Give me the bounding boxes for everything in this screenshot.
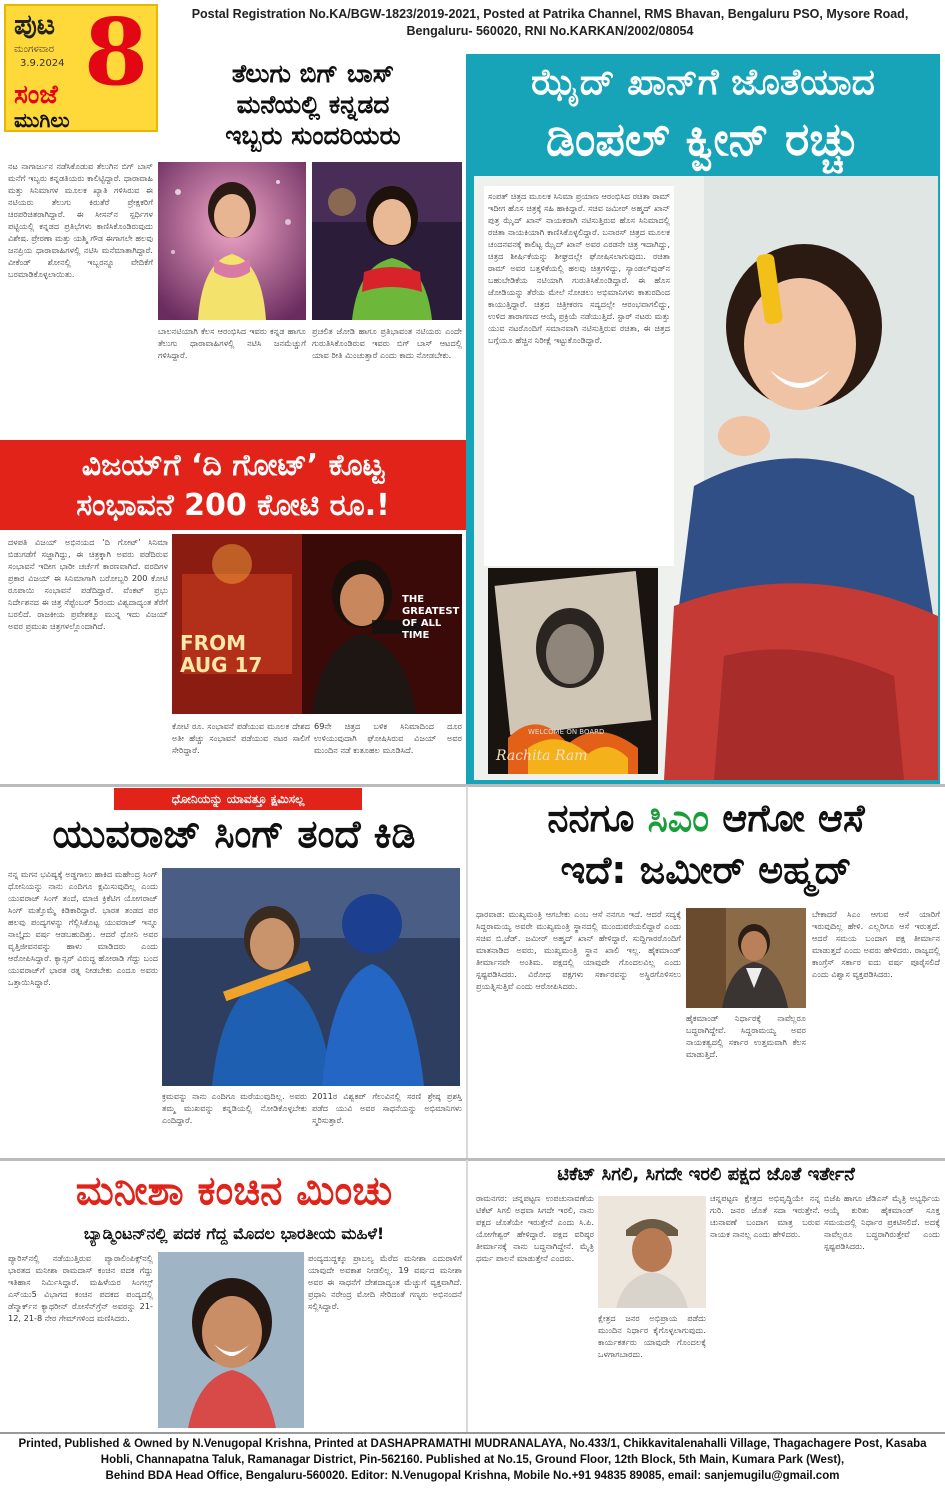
ticket-body-col3: ಚನ್ನಪಟ್ಟಣ ಕ್ಷೇತ್ರದ ಅಭಿವೃದ್ಧಿಯೇ ನನ್ನ ಗುರಿ. ಜನರ ಜೊತೆ ಸದಾ ಇರುತ್ತೇನೆ. ಚುನಾವಣೆ ಬಂದಾಗ ಮಾತ್ರ ಬರುವ ನಾಯಕ ನಾನಲ್ಲ ಎಂದು ಹೇಳಿದರು. xyxy=(710,1193,820,1239)
yuvraj-dhoni-photo xyxy=(162,868,460,1086)
zameer-body-col2: ಹೈಕಮಾಂಡ್ ನಿರ್ಧಾರಕ್ಕೆ ನಾವೆಲ್ಲರೂ ಬದ್ಧರಾಗಿದ್ದೇವೆ. ಸಿದ್ದರಾಮಯ್ಯ ಅವರ ನಾಯಕತ್ವದಲ್ಲಿ ಸರ್ಕಾರ ಉತ್ತಮವಾಗಿ ಕೆಲಸ ಮಾಡುತ್ತಿದೆ. xyxy=(686,1013,806,1059)
goat-headline-2: ಸಂಭಾವನೆ 200 ಕೋಟಿ ರೂ.! xyxy=(76,488,390,523)
imprint-line-1: Printed, Published & Owned by N.Venugopal Krishna, Printed at DASHAPRAMATHI MUDRANALAYA, No.433/1, Chikkavitalenahalli Village, Thagachagere Post, Kasaba xyxy=(18,1438,927,1450)
goat-poster-date: FROM AUG 17 xyxy=(180,631,263,677)
zameer-headline-part-b: ಸಿಎಂ xyxy=(647,796,710,840)
imprint-divider xyxy=(0,1432,945,1434)
poster-signature: Rachita Ram xyxy=(496,748,588,764)
page-number: 8 xyxy=(84,0,149,106)
section-divider xyxy=(0,784,945,787)
actress-photo-1 xyxy=(158,162,306,320)
goat-poster xyxy=(172,534,462,714)
zameer-headline-2: ಇದೆ: ಜಮೀರ್ ಅಹ್ಮದ್ xyxy=(560,848,852,892)
goat-body-col1: ದಳಪತಿ ವಿಜಯ್ ಅಭಿನಯದ ‘ದಿ ಗೋಟ್’ ಸಿನಿಮಾ ಬಿಡುಗಡೆಗೆ ಸಜ್ಜಾಗಿದ್ದು, ಈ ಚಿತ್ರಕ್ಕಾಗಿ ಅವರು ಪಡೆದಿರುವ ಸಂಭಾವನೆ ಇದೀಗ ಭಾರೀ ಚರ್ಚೆಗೆ ಕಾರಣವಾಗಿದೆ. ವರದಿಗಳ ಪ್ರಕಾರ ವಿಜಯ್ ಈ ಸಿನಿಮಾಗಾಗಿ ಬರೋಬ್ಬರಿ 200 ಕೋಟಿ ರೂಪಾಯಿ ಸಂಭಾವನೆ ಪಡೆದಿದ್ದಾರೆ. ವೆಂಕಟ್ ಪ್ರಭು ನಿರ್ದೇಶನದ ಈ ಚಿತ್ರ ಸೆಪ್ಟೆಂಬರ್ 5ರಂದು ವಿಶ್ವದಾದ್ಯಂತ ತೆರೆಗೆ ಬರಲಿದೆ. ರಾಜಕೀಯ ಪ್ರವೇಶಕ್ಕೂ ಮುನ್ನ ಇದು ವಿಜಯ್ ಅವರ ಪ್ರಮುಖ ಚಿತ್ರಗಳಲ್ಲೊಂದಾಗಿದೆ. xyxy=(8,537,168,631)
zameer-headline-part-a: ನನಗೂ xyxy=(547,796,635,840)
yuvraj-body-col2: ಕ್ರಮವನ್ನು ನಾನು ಎಂದಿಗೂ ಮರೆಯುವುದಿಲ್ಲ. ಅವರು ತಮ್ಮ ಮುಖವನ್ನು ಕನ್ನಡಿಯಲ್ಲಿ ನೋಡಿಕೊಳ್ಳಬೇಕು ಎಂದಿದ್ದಾರೆ. xyxy=(162,1091,307,1125)
yuvraj-headline: ಯುವರಾಜ್ ಸಿಂಗ್ ತಂದೆ ಕಿಡಿ xyxy=(52,812,416,856)
manisha-body-col1: ಪ್ಯಾರಿಸ್‌ನಲ್ಲಿ ನಡೆಯುತ್ತಿರುವ ಪ್ಯಾರಾಲಿಂಪಿಕ್ಸ್‌ನಲ್ಲಿ ಭಾರತದ ಮನೀಶಾ ರಾಮದಾಸ್ ಕಂಚಿನ ಪದಕ ಗೆದ್ದು ಇತಿಹಾಸ ನಿರ್ಮಿಸಿದ್ದಾರೆ. ಮಹಿಳೆಯರ ಸಿಂಗಲ್ಸ್ ಎಸ್‌ಯು5 ವಿಭಾಗದ ಕಂಚಿನ ಪದಕದ ಪಂದ್ಯದಲ್ಲಿ ಡೆನ್ಮಾರ್ಕ್‌ನ ಕ್ಯಾಥರೀನ್ ರೋಸೆನ್‌ಗ್ರೆನ್ ಅವರನ್ನು 21-12, 21-8 ನೇರ ಗೇಮ್‌ಗಳಿಂದ ಮಣಿಸಿದರು. xyxy=(8,1253,153,1323)
page-badge xyxy=(4,0,158,132)
rachita-headline-2: ಡಿಂಪಲ್ ಕ್ವೀನ್ ರಚ್ಚು xyxy=(545,112,860,166)
telugu-body-col1: ನಟ ನಾಗಾರ್ಜುನ ನಡೆಸಿಕೊಡುವ ತೆಲುಗಿನ ಬಿಗ್ ಬಾಸ್ ಮನೆಗೆ ಇಬ್ಬರು ಕನ್ನಡತಿಯರು ಕಾಲಿಟ್ಟಿದ್ದಾರೆ. ಧಾರಾವಾಹಿ ಮತ್ತು ಸಿನಿಮಾಗಳ ಮೂಲಕ ಖ್ಯಾತಿ ಗಳಿಸಿರುವ ಈ ನಟಿಯರು ತೆಲುಗು ಕಿರುತೆರೆ ಪ್ರೇಕ್ಷಕರಿಗೆ ಚಿರಪರಿಚಿತರಾಗಿದ್ದಾರೆ. ಈ ಸೀಸನ್‌ನ ಸ್ಪರ್ಧಿಗಳ ಪಟ್ಟಿಯಲ್ಲಿ ಕನ್ನಡದ ಪ್ರತಿಭೆಗಳು ಕಾಣಿಸಿಕೊಂಡಿರುವುದು ವಿಶೇಷ. ಪ್ರೇರಣಾ ಮತ್ತು ಯಶ್ಮಿ ಗೌಡ ಈಗಾಗಲೇ ಹಲವು ಜನಪ್ರಿಯ ಧಾರಾವಾಹಿಗಳಲ್ಲಿ ನಟಿಸಿ ಮನೆಮಾತಾಗಿದ್ದಾರೆ. ವೀಕೆಂಡ್ ಶೋನಲ್ಲಿ ಇಬ್ಬರನ್ನೂ ವೇದಿಕೆಗೆ ಬರಮಾಡಿಕೊಳ್ಳಲಾಯಿತು. xyxy=(8,161,153,279)
imprint-line-2: Hobli, Channapatna Taluk, Ramanagar District, Pin-562160. Published at No.15, Ground Floor, 12th Block, 5th Main, Kumara Park (West), xyxy=(100,1454,845,1466)
column-divider-2 xyxy=(466,1160,468,1432)
zameer-body-col1: ಧಾರವಾಡ: ಮುಖ್ಯಮಂತ್ರಿ ಆಗಬೇಕು ಎಂಬ ಆಸೆ ನನಗೂ ಇದೆ. ಆದರೆ ಸದ್ಯಕ್ಕೆ ಸಿದ್ದರಾಮಯ್ಯ ಅವರೇ ಮುಖ್ಯಮಂತ್ರಿ ಸ್ಥಾನದಲ್ಲಿ ಮುಂದುವರೆಯಲಿದ್ದಾರೆ ಎಂದು ಸಚಿವ ಬಿ.ಜೆಡ್. ಜಮೀರ್ ಅಹ್ಮದ್ ಖಾನ್ ಹೇಳಿದ್ದಾರೆ. ಸುದ್ದಿಗಾರರೊಂದಿಗೆ ಮಾತನಾಡಿದ ಅವರು, ಮುಖ್ಯಮಂತ್ರಿ ಸ್ಥಾನ ಖಾಲಿ ಇಲ್ಲ. ಹೈಕಮಾಂಡ್ ತೀರ್ಮಾನವೇ ಅಂತಿಮ. ಪಕ್ಷದಲ್ಲಿ ಯಾವುದೇ ಗೊಂದಲವಿಲ್ಲ ಎಂದು ಸ್ಪಷ್ಟಪಡಿಸಿದರು. ವಿರೋಧ ಪಕ್ಷಗಳು ಸರ್ಕಾರವನ್ನು ಅಸ್ಥಿರಗೊಳಿಸಲು ಪ್ರಯತ್ನಿಸುತ್ತಿವೆ ಎಂದು ಆರೋಪಿಸಿದರು. xyxy=(476,909,681,991)
brand-name-line1: ಸಂಜೆ xyxy=(14,80,58,110)
imprint-line-3: Behind BDA Head Office, Bengaluru-560020. Editor: N.Venugopal Krishna, Mobile No.+91 94835 89085, email: sanjemugilu@gmail.com xyxy=(105,1470,840,1482)
ticket-body-col4: ಬಿಜೆಪಿ ಹಾಗೂ ಜೆಡಿಎಸ್ ಮೈತ್ರಿ ಅಭ್ಯರ್ಥಿಯ ಆಯ್ಕೆ ಕುರಿತು ಹೈಕಮಾಂಡ್ ಸೂಕ್ತ ಸಮಯದಲ್ಲಿ ನಿರ್ಧಾರ ಪ್ರಕಟಿಸಲಿದೆ. ಅದಕ್ಕೆ ನಾವೆಲ್ಲರೂ ಬದ್ಧರಾಗಿರುತ್ತೇವೆ ಎಂದು ಸ್ಪಷ್ಟಪಡಿಸಿದರು. xyxy=(824,1193,940,1251)
ticket-body-col1: ರಾಮನಗರ: ಚನ್ನಪಟ್ಟಣ ಉಪಚುನಾವಣೆಯ ಟಿಕೆಟ್ ಸಿಗಲಿ ಅಥವಾ ಸಿಗದೇ ಇರಲಿ, ನಾನು ಪಕ್ಷದ ಜೊತೆಯೇ ಇರುತ್ತೇನೆ ಎಂದು ಸಿ.ಪಿ. ಯೋಗೇಶ್ವರ್ ಹೇಳಿದ್ದಾರೆ. ಪಕ್ಷದ ವರಿಷ್ಠರ ತೀರ್ಮಾನಕ್ಕೆ ನಾನು ಬದ್ಧನಾಗಿದ್ದೇನೆ. ಮೈತ್ರಿ ಧರ್ಮ ಪಾಲನೆ ಮಾಡುತ್ತೇನೆ ಎಂದರು. xyxy=(476,1193,594,1263)
yuvraj-body-col1: ನನ್ನ ಮಗನ ಭವಿಷ್ಯಕ್ಕೆ ಅಡ್ಡಗಾಲು ಹಾಕಿದ ಮಹೇಂದ್ರ ಸಿಂಗ್ ಧೋನಿಯನ್ನು ನಾನು ಎಂದಿಗೂ ಕ್ಷಮಿಸುವುದಿಲ್ಲ ಎಂದು ಯುವರಾಜ್ ಸಿಂಗ್ ತಂದೆ, ಮಾಜಿ ಕ್ರಿಕೆಟಿಗ ಯೋಗರಾಜ್ ಸಿಂಗ್ ಮತ್ತೊಮ್ಮೆ ಕಿಡಿಕಾರಿದ್ದಾರೆ. ಭಾರತ ತಂಡದ ಪರ ಹಲವು ಪಂದ್ಯಗಳನ್ನು ಗೆಲ್ಲಿಸಿಕೊಟ್ಟ ಯುವರಾಜ್ ಇನ್ನೂ ನಾಲ್ಕೈದು ವರ್ಷ ಆಡಬಹುದಿತ್ತು. ಆದರೆ ಧೋನಿ ಅವರ ವೃತ್ತಿಜೀವನವನ್ನು ಹಾಳು ಮಾಡಿದರು ಎಂದು ಆರೋಪಿಸಿದ್ದಾರೆ. ಕ್ಯಾನ್ಸರ್ ವಿರುದ್ಧ ಹೋರಾಡಿ ಗೆದ್ದು ಬಂದ ಯುವರಾಜ್‌ಗೆ ಭಾರತ ರತ್ನ ನೀಡಬೇಕು ಎಂದೂ ಅವರು ಒತ್ತಾಯಿಸಿದ್ದಾರೆ. xyxy=(8,869,158,987)
goat-headline-band xyxy=(0,440,466,530)
telugu-headline-2: ಮನೆಯಲ್ಲಿ ಕನ್ನಡದ xyxy=(236,90,390,119)
postal-line-2: Bengaluru- 560020, RNI No.KARKAN/2002/08054 xyxy=(406,24,694,38)
brand-name-line2: ಮುಗಿಲು xyxy=(14,108,70,132)
goat-body-col2: ಕೋಟಿ ರೂ. ಸಂಭಾವನೆ ಪಡೆಯುವ ಮೂಲಕ ದೇಶದ ಅತೀ ಹೆಚ್ಚು ಸಂಭಾವನೆ ಪಡೆಯುವ ನಟರ ಸಾಲಿಗೆ ಸೇರಿದ್ದಾರೆ. xyxy=(172,721,310,755)
telugu-body-col3: ಪ್ರಚಲಿತ ಜೋಡಿ ಹಾಗೂ ಪ್ರತಿಭಾವಂತ ನಟಿಯರು ಎಂದೇ ಗುರುತಿಸಿಕೊಂಡಿರುವ ಇವರು ಬಿಗ್ ಬಾಸ್ ಆಟದಲ್ಲಿ ಯಾವ ರೀತಿ ಮಿಂಚುತ್ತಾರೆ ಎಂದು ಕಾದು ನೋಡಬೇಕು. xyxy=(312,326,462,360)
telugu-headline-1: ತೆಲುಗು ಬಿಗ್ ಬಾಸ್ xyxy=(231,59,395,88)
telugu-body-col2: ಬಾಲನಟಿಯಾಗಿ ಕೆಲಸ ಆರಂಭಿಸಿದ ಇವರು ಕನ್ನಡ ಹಾಗೂ ತೆಲುಗು ಧಾರಾವಾಹಿಗಳಲ್ಲಿ ನಟಿಸಿ ಜನಮೆಚ್ಚುಗೆ ಗಳಿಸಿದ್ದಾರೆ. xyxy=(158,326,306,360)
zameer-headline-part-c: ಆಗೋ ಆಸೆ xyxy=(722,796,865,840)
zameer-body-col3: ಬೇಕಾದರೆ ಸಿಎಂ ಆಗುವ ಆಸೆ ಯಾರಿಗೆ ಇರುವುದಿಲ್ಲ ಹೇಳಿ. ಎಲ್ಲರಿಗೂ ಆಸೆ ಇರುತ್ತದೆ. ಆದರೆ ಸಮಯ ಬಂದಾಗ ಪಕ್ಷ ತೀರ್ಮಾನ ಮಾಡುತ್ತದೆ ಎಂದು ಅವರು ಹೇಳಿದರು. ರಾಜ್ಯದಲ್ಲಿ ಕಾಂಗ್ರೆಸ್ ಸರ್ಕಾರ ಐದು ವರ್ಷ ಪೂರೈಸಲಿದೆ ಎಂದು ವಿಶ್ವಾಸ ವ್ಯಕ್ತಪಡಿಸಿದರು. xyxy=(812,909,940,979)
manisha-headline: ಮನೀಶಾ ಕಂಚಿನ ಮಿಂಚು xyxy=(75,1168,393,1214)
postal-line-1: Postal Registration No.KA/BGW-1823/2019-2021, Posted at Patrika Channel, RMS Bhavan, Bengaluru PSO, Mysore Road, xyxy=(191,7,909,21)
zameer-photo xyxy=(686,908,806,1008)
yuvraj-body-col3: 2011ರ ವಿಶ್ವಕಪ್ ಗೆಲುವಿನಲ್ಲಿ ಸರಣಿ ಶ್ರೇಷ್ಠ ಪ್ರಶಸ್ತಿ ಪಡೆದ ಯುವಿ ಅವರ ಸಾಧನೆಯನ್ನು ಅಭಿಮಾನಿಗಳು ಸ್ಮರಿಸುತ್ತಾರೆ. xyxy=(312,1091,462,1125)
yogeshwar-photo xyxy=(598,1196,706,1308)
telugu-headline xyxy=(168,58,458,151)
poster-caption: WELCOME ON BOARD xyxy=(528,728,605,736)
goat-poster-title: THE GREATEST OF ALL TIME xyxy=(402,594,460,641)
manisha-body-col2: ಪಂದ್ಯದುದ್ದಕ್ಕೂ ಪ್ರಾಬಲ್ಯ ಮೆರೆದ ಮನೀಶಾ ಎದುರಾಳಿಗೆ ಯಾವುದೇ ಅವಕಾಶ ನೀಡಲಿಲ್ಲ. 19 ವರ್ಷದ ಮನೀಶಾ ಅವರ ಈ ಸಾಧನೆಗೆ ದೇಶದಾದ್ಯಂತ ಮೆಚ್ಚುಗೆ ವ್ಯಕ್ತವಾಗಿದೆ. ಪ್ರಧಾನಿ ನರೇಂದ್ರ ಮೋದಿ ಸೇರಿದಂತೆ ಗಣ್ಯರು ಅಭಿನಂದನೆ ಸಲ್ಲಿಸಿದ್ದಾರೆ. xyxy=(308,1253,462,1311)
page-word: ಪುಟ xyxy=(14,8,56,41)
rachita-poster xyxy=(488,568,658,774)
telugu-headline-3: ಇಬ್ಬರು ಸುಂದರಿಯರು xyxy=(225,121,401,150)
rachita-body: ಸಂಪತ್ ಚಿತ್ರದ ಮೂಲಕ ಸಿನಿಮಾ ಪ್ರಯಾಣ ಆರಂಭಿಸಿದ ರಚಿತಾ ರಾಮ್ ಇದೀಗ ಹೊಸ ಚಿತ್ರಕ್ಕೆ ಸಹಿ ಹಾಕಿದ್ದಾರೆ. ಸಚಿವ ಜಮೀರ್ ಅಹ್ಮದ್ ಖಾನ್ ಪುತ್ರ ಝೈದ್ ಖಾನ್ ನಾಯಕರಾಗಿ ನಟಿಸುತ್ತಿರುವ ಹೊಸ ಸಿನಿಮಾದಲ್ಲಿ ರಚಿತಾ ನಾಯಕಿಯಾಗಿ ಕಾಣಿಸಿಕೊಳ್ಳಲಿದ್ದಾರೆ. ಬನಾರಸ್ ಚಿತ್ರದ ಮೂಲಕ ಚಂದನವನಕ್ಕೆ ಕಾಲಿಟ್ಟ ಝೈದ್ ಖಾನ್ ಅವರ ಎರಡನೇ ಚಿತ್ರ ಇದಾಗಿದ್ದು, ಚಿತ್ರದ ಶೀರ್ಷಿಕೆಯನ್ನು ಶೀಘ್ರದಲ್ಲೇ ಘೋಷಿಸಲಾಗುವುದು. ರಚಿತಾ ರಾಮ್ ಅವರ ಬತ್ತಳಿಕೆಯಲ್ಲಿ ಹಲವು ಚಿತ್ರಗಳಿದ್ದು, ಸ್ಯಾಂಡಲ್‌ವುಡ್‌ನ ಬಹುಬೇಡಿಕೆಯ ನಟಿಯಾಗಿ ಗುರುತಿಸಿಕೊಂಡಿದ್ದಾರೆ. ಈ ಹೊಸ ಜೋಡಿಯನ್ನು ತೆರೆಯ ಮೇಲೆ ನೋಡಲು ಅಭಿಮಾನಿಗಳು ಕಾತುರದಿಂದ ಕಾಯುತ್ತಿದ್ದಾರೆ. ಚಿತ್ರದ ಚಿತ್ರೀಕರಣ ಸದ್ಯದಲ್ಲೇ ಆರಂಭವಾಗಲಿದ್ದು, ಉಳಿದ ತಾರಾಗಣದ ಆಯ್ಕೆ ಪ್ರಕ್ರಿಯೆ ನಡೆಯುತ್ತಿದೆ. ಸ್ಟಾರ್ ನಟರು ಮತ್ತು ಯುವ ನಟರೊಂದಿಗೆ ಸಮಾನವಾಗಿ ನಟಿಸುತ್ತಿರುವ ರಚಿತಾ, ಈ ಚಿತ್ರದ ಬಗ್ಗೆಯೂ ಹೆಚ್ಚಿನ ನಿರೀಕ್ಷೆ ಇಟ್ಟುಕೊಂಡಿದ್ದಾರೆ. xyxy=(484,186,674,566)
imprint xyxy=(12,1436,933,1484)
goat-body-col3: 69ನೇ ಚಿತ್ರದ ಬಳಿಕ ಸಿನಿಮಾದಿಂದ ದೂರ ಉಳಿಯುವುದಾಗಿ ಘೋಷಿಸಿರುವ ವಿಜಯ್ ಅವರ ಮುಂದಿನ ನಡೆ ಕುತೂಹಲ ಮೂಡಿಸಿದೆ. xyxy=(314,721,462,755)
postal-registration xyxy=(170,6,930,40)
rachita-headline-1: ಝೈದ್ ಖಾನ್‌ಗೆ ಜೊತೆಯಾದ xyxy=(531,62,875,103)
manisha-photo xyxy=(158,1252,304,1428)
goat-headline-1: ವಿಜಯ್‌ಗೆ ‘ದಿ ಗೋಟ್’ ಕೊಟ್ಟ xyxy=(81,448,385,483)
ticket-headline: ಟಿಕೆಟ್ ಸಿಗಲಿ, ಸಿಗದೇ ಇರಲಿ ಪಕ್ಷದ ಜೊತೆ ಇರ್ತೇನೆ xyxy=(557,1164,855,1185)
manisha-subhead: ಬ್ಯಾಡ್ಮಿಂಟನ್‌ನಲ್ಲಿ ಪದಕ ಗೆದ್ದ ಮೊದಲ ಭಾರತೀಯ ಮಹಿಳೆ! xyxy=(83,1224,385,1243)
zameer-headline-1 xyxy=(472,796,940,841)
ticket-body-col2: ಕ್ಷೇತ್ರದ ಜನರ ಅಭಿಪ್ರಾಯ ಪಡೆದು ಮುಂದಿನ ನಿರ್ಧಾರ ಕೈಗೊಳ್ಳಲಾಗುವುದು. ಕಾರ್ಯಕರ್ತರು ಯಾವುದೇ ಗೊಂದಲಕ್ಕೆ ಒಳಗಾಗಬಾರದು. xyxy=(598,1313,706,1359)
page-day: ಮಂಗಳವಾರ xyxy=(14,44,55,55)
section-divider-2 xyxy=(0,1158,945,1161)
yuvraj-kicker: ಧೋನಿಯನ್ನು ಯಾವತ್ತೂ ಕ್ಷಮಿಸಲ್ಲ xyxy=(114,788,362,810)
page-date: 3.9.2024 xyxy=(20,58,65,69)
actress-photo-2 xyxy=(312,162,462,320)
column-divider xyxy=(466,786,468,1158)
rachita-headline-band xyxy=(466,54,940,174)
